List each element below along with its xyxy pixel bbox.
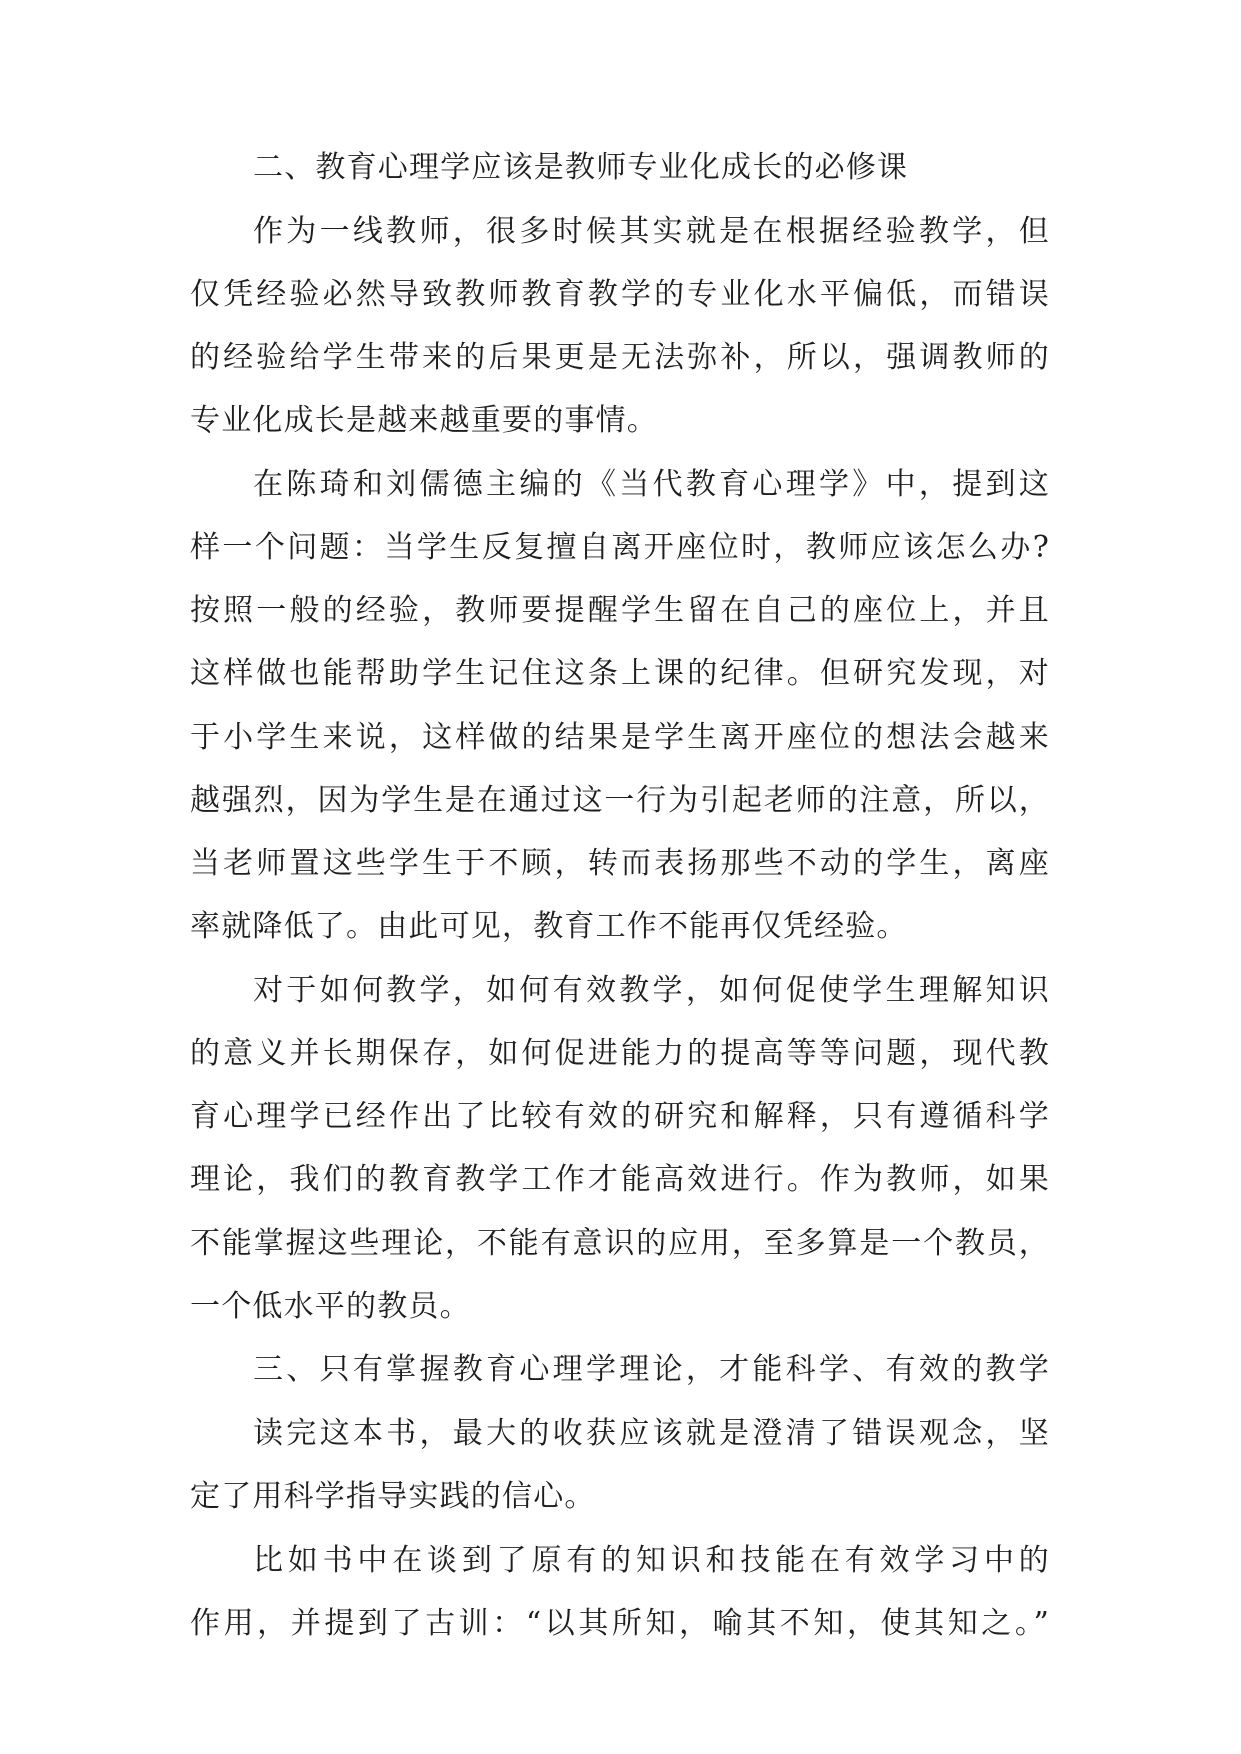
paragraph-line: 专业化成长是越来越重要的事情。 xyxy=(190,403,658,438)
paragraph-line: 理论，我们的教育教学工作才能高效进行。作为教师，如果 xyxy=(190,1162,1050,1197)
paragraph-line: 当老师置这些学生于不顾，转而表扬那些不动的学生，离座 xyxy=(190,846,1050,881)
paragraph-line: 仅凭经验必然导致教师教育教学的专业化水平偏低，而错误 xyxy=(190,277,1050,312)
paragraph-line: 在陈琦和刘儒德主编的《当代教育心理学》中，提到这 xyxy=(253,467,1050,502)
paragraph-line: 作为一线教师，很多时候其实就是在根据经验教学，但 xyxy=(253,214,1050,249)
paragraph-line: 读完这本书，最大的收获应该就是澄清了错误观念，坚 xyxy=(253,1416,1050,1451)
paragraph-line: 样一个问题：当学生反复擅自离开座位时，教师应该怎么办? xyxy=(190,530,1050,565)
paragraph-line: 的经验给学生带来的后果更是无法弥补，所以，强调教师的 xyxy=(190,340,1050,375)
section-heading-3: 三、只有掌握教育心理学理论，才能科学、有效的教学 xyxy=(253,1352,1050,1387)
paragraph-line: 率就降低了。由此可见，教育工作不能再仅凭经验。 xyxy=(190,909,908,944)
paragraph-line: 对于如何教学，如何有效教学，如何促使学生理解知识 xyxy=(253,973,1050,1008)
paragraph-line: 作用，并提到了古训：“以其所知，喻其不知，使其知之。” xyxy=(190,1606,1050,1641)
paragraph-line: 于小学生来说，这样做的结果是学生离开座位的想法会越来 xyxy=(190,720,1050,755)
paragraph-line: 定了用科学指导实践的信心。 xyxy=(190,1479,596,1514)
paragraph-line: 的意义并长期保存，如何促进能力的提高等等问题，现代教 xyxy=(190,1036,1050,1071)
paragraph-line: 这样做也能帮助学生记住这条上课的纪律。但研究发现，对 xyxy=(190,656,1050,691)
paragraph-line: 不能掌握这些理论，不能有意识的应用，至多算是一个教员， xyxy=(190,1226,1050,1261)
paragraph-line: 一个低水平的教员。 xyxy=(190,1289,471,1324)
paragraph-line: 越强烈，因为学生是在通过这一行为引起老师的注意，所以， xyxy=(190,783,1050,818)
section-heading-2: 二、教育心理学应该是教师专业化成长的必修课 xyxy=(253,150,909,185)
paragraph-line: 育心理学已经作出了比较有效的研究和解释，只有遵循科学 xyxy=(190,1099,1050,1134)
paragraph-line: 按照一般的经验，教师要提醒学生留在自己的座位上，并且 xyxy=(190,593,1050,628)
paragraph-line: 比如书中在谈到了原有的知识和技能在有效学习中的 xyxy=(253,1543,1050,1578)
